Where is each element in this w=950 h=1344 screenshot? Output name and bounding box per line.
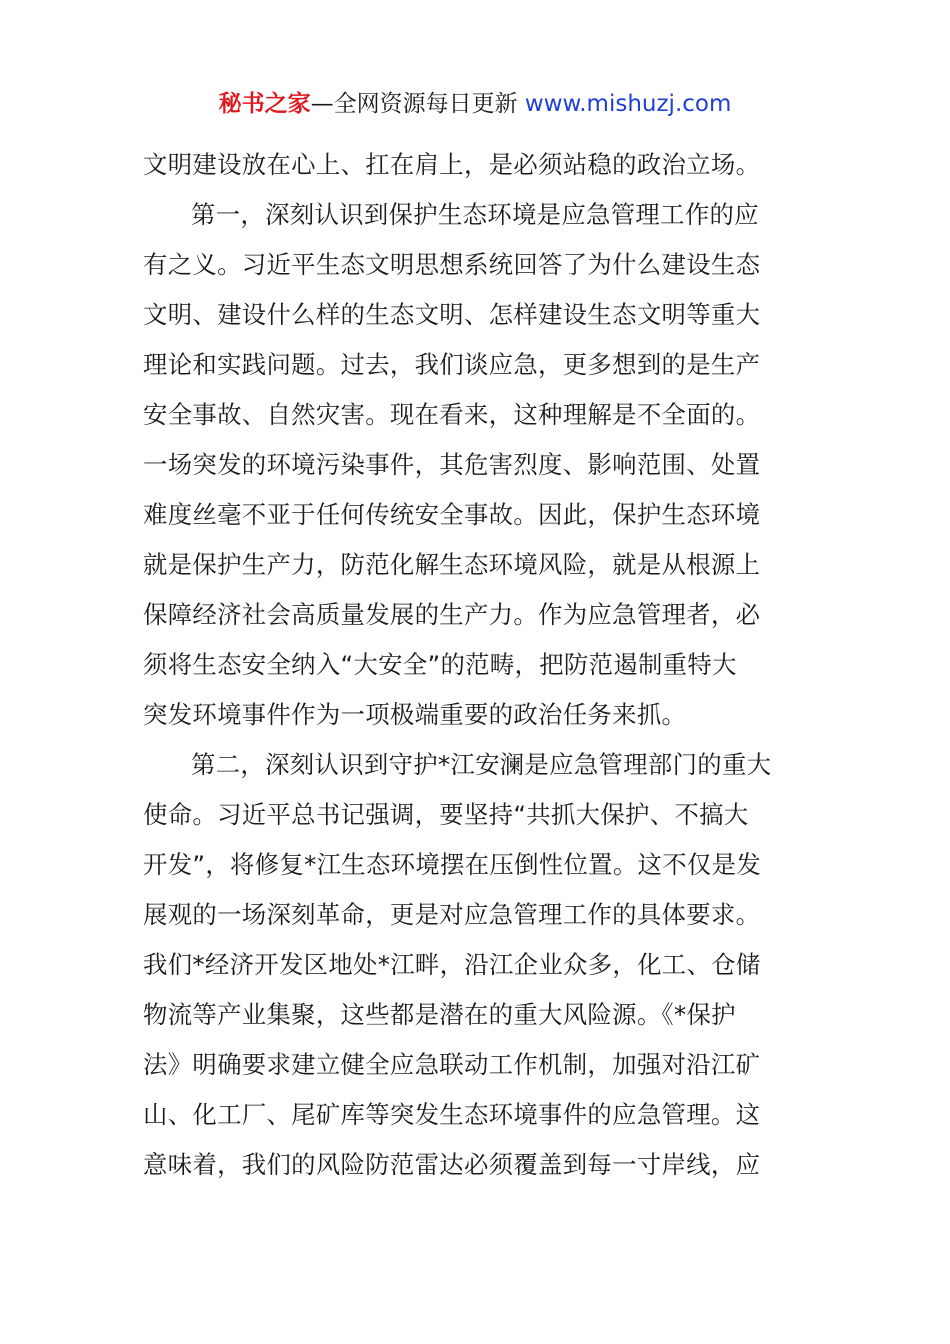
header-url[interactable]: www.mishuzj.com <box>524 91 732 117</box>
text-line: 第一，深刻认识到保护生态环境是应急管理工作的应 <box>191 200 759 229</box>
text-line: 文明、建设什么样的生态文明、怎样建设生态文明等重大 <box>143 300 761 329</box>
text-line: 一场突发的环境污染事件，其危害烈度、影响范围、处置 <box>143 450 761 479</box>
document-body <box>143 140 807 1190</box>
text-line: 安全事故、自然灾害。现在看来，这种理解是不全面的。 <box>143 400 761 429</box>
text-line: 文明建设放在心上、扛在肩上，是必须站稳的政治立场。 <box>143 150 761 179</box>
text-line: 难度丝毫不亚于任何传统安全事故。因此，保护生态环境 <box>143 500 761 529</box>
text-line: 就是保护生产力，防范化解生态环境风险，就是从根源上 <box>143 550 761 579</box>
text-line: 展观的一场深刻革命，更是对应急管理工作的具体要求。 <box>143 900 761 929</box>
text-line: 有之义。习近平生态文明思想系统回答了为什么建设生态 <box>143 250 761 279</box>
text-line: 突发环境事件作为一项极端重要的政治任务来抓。 <box>143 700 687 729</box>
page-header <box>0 86 950 122</box>
text-line: 理论和实践问题。过去，我们谈应急，更多想到的是生产 <box>143 350 761 379</box>
text-line: 山、化工厂、尾矿库等突发生态环境事件的应急管理。这 <box>143 1100 761 1129</box>
text-line: 保障经济社会高质量发展的生产力。作为应急管理者，必 <box>143 600 761 629</box>
text-line: 物流等产业集聚，这些都是潜在的重大风险源。《*保护 <box>143 1000 736 1029</box>
text-line: 须将生态安全纳入“大安全”的范畴，把防范遏制重特大 <box>143 650 737 679</box>
text-line: 开发”，将修复*江生态环境摆在压倒性位置。这不仅是发 <box>143 850 762 879</box>
header-brand: 秘书之家 <box>218 91 311 117</box>
text-line: 我们*经济开发区地处*江畔，沿江企业众多，化工、仓储 <box>143 950 761 979</box>
text-line: 第二，深刻认识到守护*江安澜是应急管理部门的重大 <box>191 750 772 779</box>
text-line: 意味着，我们的风险防范雷达必须覆盖到每一寸岸线，应 <box>143 1150 761 1179</box>
header-tagline: —全网资源每日更新 <box>310 91 525 117</box>
text-line: 使命。习近平总书记强调，要坚持“共抓大保护、不搞大 <box>143 800 749 829</box>
text-line: 法》明确要求建立健全应急联动工作机制，加强对沿江矿 <box>143 1050 761 1079</box>
